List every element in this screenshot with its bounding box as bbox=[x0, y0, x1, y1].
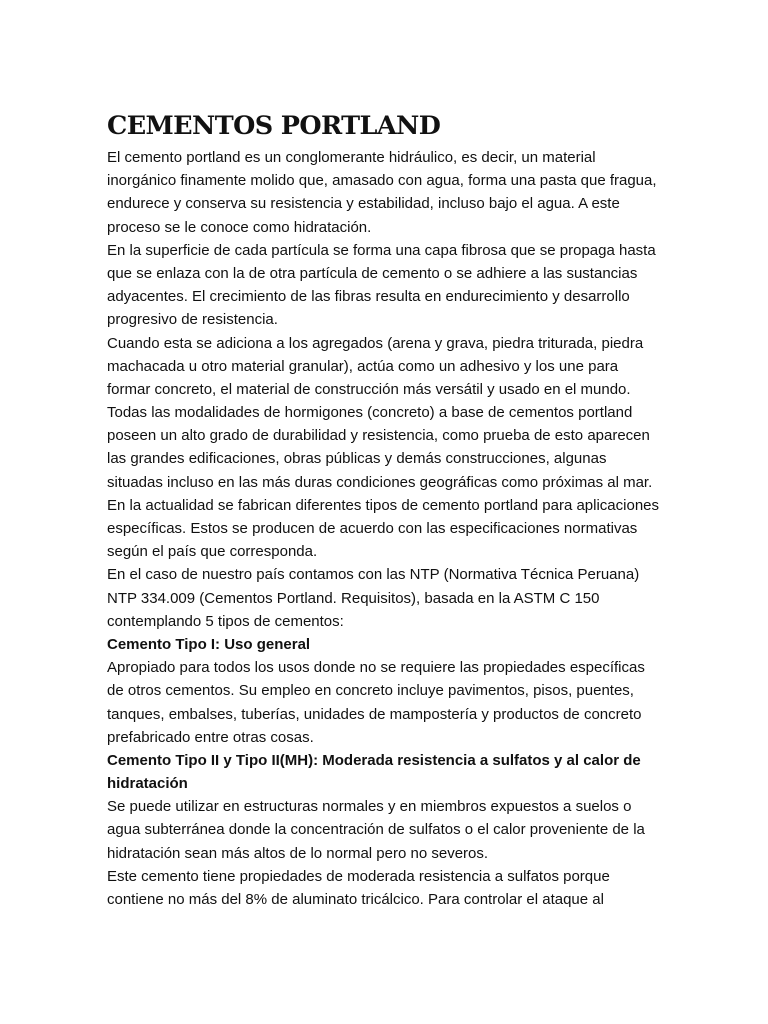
paragraph-line: progresivo de resistencia. bbox=[107, 311, 278, 329]
paragraph-line: poseen un alto grado de durabilidad y resistencia, como prueba de esto aparecen bbox=[107, 427, 650, 445]
paragraph-line: específicas. Estos se producen de acuerdo con las especificaciones normativas bbox=[107, 520, 638, 537]
paragraph-line: Se puede utilizar en estructuras normales y en miembros expuestos a suelos o bbox=[107, 798, 632, 816]
section-heading-line: Cemento Tipo II y Tipo II(MH): Moderada resistencia a sulfatos y al calor de bbox=[107, 751, 641, 769]
paragraph-line: inorgánico finamente molido que, amasado con agua, forma una pasta que fragua, bbox=[107, 172, 657, 190]
document-title: CEMENTOS PORTLAND bbox=[107, 111, 441, 141]
paragraph-line: proceso se le conoce como hidratación. bbox=[107, 218, 372, 236]
paragraph-line: situadas incluso en las más duras condiciones geográficas como próximas al mar. bbox=[107, 473, 653, 491]
paragraph-line: Apropiado para todos los usos donde no se requiere las propiedades específicas bbox=[107, 659, 645, 677]
section-heading-line: hidratación bbox=[107, 775, 188, 793]
paragraph-line: machacada u otro material granular), actúa como un adhesivo y los une para bbox=[107, 357, 619, 375]
paragraph-line: El cemento portland es un conglomerante hidráulico, es decir, un material bbox=[107, 149, 596, 166]
paragraph-line: NTP 334.009 (Cementos Portland. Requisitos), basada en la ASTM C 150 bbox=[107, 589, 600, 607]
paragraph-line: endurece y conserva su resistencia y estabilidad, incluso bajo el agua. A este bbox=[107, 195, 620, 213]
paragraph-line: Cuando esta se adiciona a los agregados (arena y grava, piedra triturada, piedra bbox=[107, 334, 644, 352]
paragraph-line: En el caso de nuestro país contamos con las NTP (Normativa Técnica Peruana) bbox=[107, 566, 640, 584]
document-body bbox=[107, 146, 687, 911]
paragraph-line: Todas las modalidades de hormigones (concreto) a base de cementos portland bbox=[107, 404, 633, 422]
paragraph-line: las grandes edificaciones, obras públicas y demás construcciones, algunas bbox=[107, 450, 607, 468]
paragraph-line: En la superficie de cada partícula se forma una capa fibrosa que se propaga hasta bbox=[107, 241, 656, 259]
paragraph-line: de otros cementos. Su empleo en concreto incluye pavimentos, pisos, puentes, bbox=[107, 682, 634, 700]
paragraph-line: adyacentes. El crecimiento de las fibras resulta en endurecimiento y desarrollo bbox=[107, 288, 630, 306]
paragraph-line: agua subterránea donde la concentración de sulfatos o el calor proveniente de la bbox=[107, 821, 645, 839]
paragraph-line: contiene no más del 8% de aluminato tricálcico. Para controlar el ataque al bbox=[107, 891, 604, 908]
paragraph-line: según el país que corresponda. bbox=[107, 543, 318, 561]
paragraph-line: formar concreto, el material de construcción más versátil y usado en el mundo. bbox=[107, 380, 631, 398]
section-heading-line: Cemento Tipo I: Uso general bbox=[107, 635, 311, 653]
paragraph-line: prefabricado entre otras cosas. bbox=[107, 728, 314, 746]
paragraph-line: que se enlaza con la de otra partícula de cemento o se adhiere a las sustancias bbox=[107, 264, 638, 282]
paragraph-line: contemplando 5 tipos de cementos: bbox=[107, 612, 344, 630]
paragraph-line: Este cemento tiene propiedades de moderada resistencia a sulfatos porque bbox=[107, 867, 610, 885]
paragraph-line: hidratación sean más altos de lo normal pero no severos. bbox=[107, 844, 489, 862]
paragraph-line: En la actualidad se fabrican diferentes tipos de cemento portland para aplicaciones bbox=[107, 496, 660, 514]
paragraph-line: tanques, embalses, tuberías, unidades de mampostería y productos de concreto bbox=[107, 705, 642, 723]
